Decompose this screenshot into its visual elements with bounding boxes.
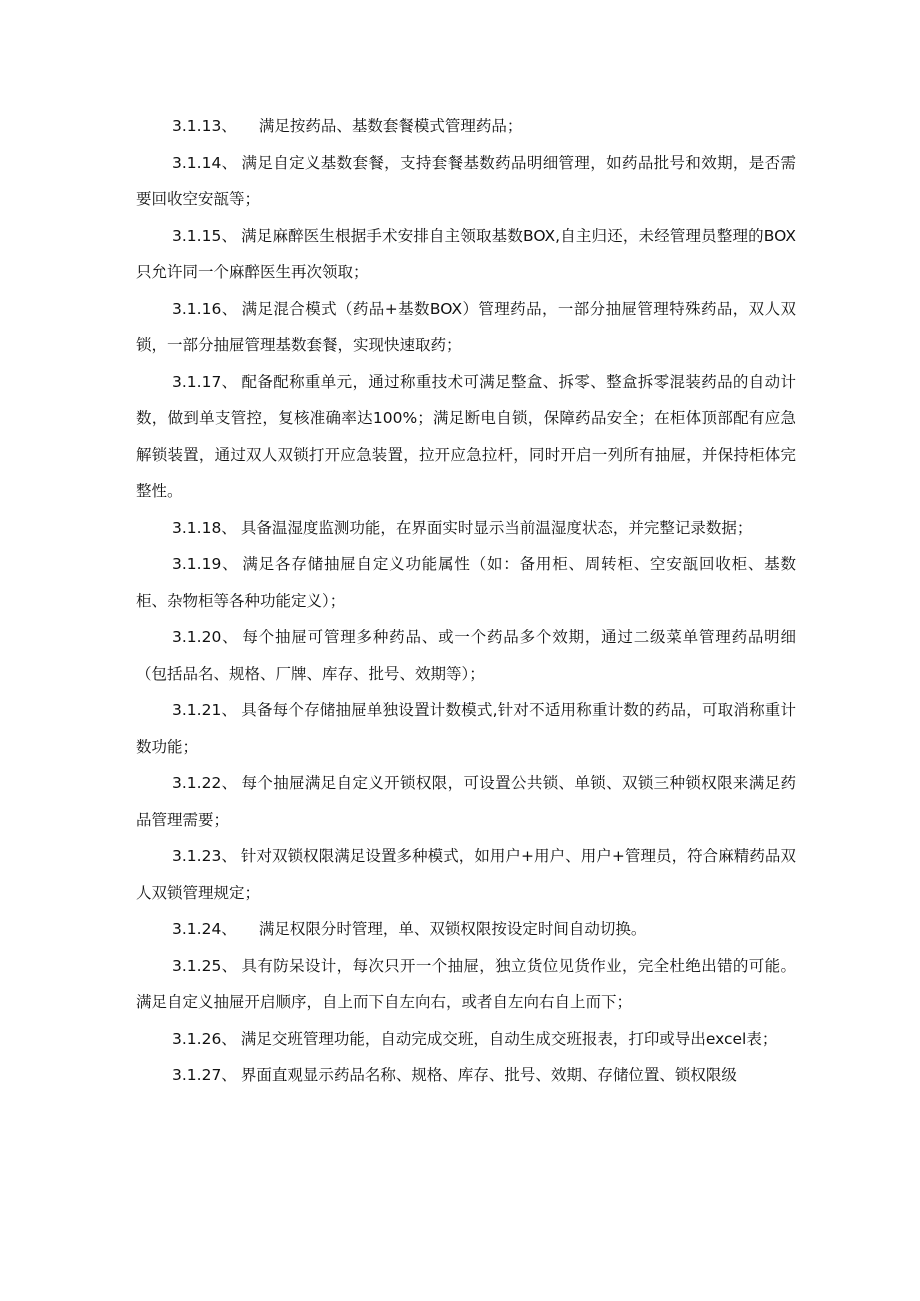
requirement-item xyxy=(136,1021,796,1058)
requirement-number: 3.1.26、 xyxy=(172,1029,237,1048)
requirement-number: 3.1.20、 xyxy=(172,628,239,646)
requirement-item xyxy=(136,838,796,911)
requirement-item xyxy=(136,364,796,510)
requirement-item xyxy=(136,911,796,948)
requirement-item xyxy=(136,218,796,291)
requirement-item xyxy=(136,291,796,364)
requirement-text: 具有防呆设计，每次只开一个抽屉，独立货位见货作业，完全杜绝出错的可能。满足自定义抽屉开启顺序，自上而下自左向右，或者自左向右自上而下； xyxy=(136,956,796,1011)
requirement-text: 界面直观显示药品名称、规格、库存、批号、效期、存储位置、锁权限级 xyxy=(240,1066,737,1084)
requirement-number: 3.1.21、 xyxy=(172,701,238,719)
requirement-number: 3.1.13、 xyxy=(172,117,237,135)
requirement-number: 3.1.27、 xyxy=(172,1066,237,1084)
requirement-number: 3.1.24、 xyxy=(172,920,237,938)
requirement-item xyxy=(136,1057,796,1094)
requirement-number: 3.1.19、 xyxy=(172,555,239,573)
requirement-number: 3.1.16、 xyxy=(172,299,238,318)
requirement-number: 3.1.23、 xyxy=(172,847,237,865)
requirement-text: 满足按药品、基数套餐模式管理药品； xyxy=(258,117,523,135)
requirement-text: 具备温湿度监测功能，在界面实时显示当前温湿度状态，并完整记录数据； xyxy=(240,518,753,537)
requirement-item xyxy=(136,546,796,619)
requirement-item xyxy=(136,145,796,218)
requirement-item xyxy=(136,108,796,145)
requirement-number: 3.1.18、 xyxy=(172,518,237,537)
requirement-text: 满足混合模式（药品+基数BOX）管理药品，一部分抽屉管理特殊药品，双人双锁，一部分抽屉管理基数套餐，实现快速取药； xyxy=(136,299,796,354)
requirement-item xyxy=(136,765,796,838)
requirement-text: 满足权限分时管理，单、双锁权限按设定时间自动切换。 xyxy=(258,920,647,938)
requirement-text: 每个抽屉可管理多种药品、或一个药品多个效期，通过二级菜单管理药品明细（包括品名、规格、厂牌、库存、批号、效期等）； xyxy=(136,628,796,683)
requirement-text: 针对双锁权限满足设置多种模式，如用户+用户、用户+管理员，符合麻精药品双人双锁管理规定； xyxy=(136,847,796,902)
requirement-number: 3.1.22、 xyxy=(172,774,238,792)
requirement-number: 3.1.17、 xyxy=(172,372,238,391)
requirement-text: 配备配称重单元，通过称重技术可满足整盒、拆零、整盒拆零混装药品的自动计数，做到单支管控，复核准确率达100%；满足断电自锁，保障药品安全；在柜体顶部配有应急解锁装置，通过双人双锁打开应急装置，拉开应急拉杆，同时开启一列所有抽屉，并保持柜体完整性。 xyxy=(136,372,796,500)
requirement-text: 具备每个存储抽屉单独设置计数模式,针对不适用称重计数的药品，可取消称重计数功能； xyxy=(136,701,796,756)
requirement-text: 满足麻醉医生根据手术安排自主领取基数BOX,自主归还，未经管理员整理的BOX只允许同一个麻醉医生再次领取； xyxy=(136,226,796,281)
requirement-number: 3.1.14、 xyxy=(172,153,238,172)
requirement-text: 每个抽屉满足自定义开锁权限，可设置公共锁、单锁、双锁三种锁权限来满足药品管理需要； xyxy=(136,774,796,829)
requirement-text: 满足交班管理功能，自动完成交班，自动生成交班报表，打印或导出excel表； xyxy=(240,1029,778,1048)
requirement-text: 满足自定义基数套餐，支持套餐基数药品明细管理，如药品批号和效期，是否需要回收空安瓿等； xyxy=(136,153,796,208)
requirement-item xyxy=(136,510,796,547)
requirement-text: 满足各存储抽屉自定义功能属性（如：备用柜、周转柜、空安瓿回收柜、基数柜、杂物柜等各种功能定义）； xyxy=(136,555,796,610)
requirement-number: 3.1.15、 xyxy=(172,226,238,245)
requirement-item xyxy=(136,619,796,692)
requirement-item xyxy=(136,692,796,765)
requirement-number: 3.1.25、 xyxy=(172,956,238,975)
requirements-list xyxy=(136,108,796,1094)
requirement-item xyxy=(136,948,796,1021)
